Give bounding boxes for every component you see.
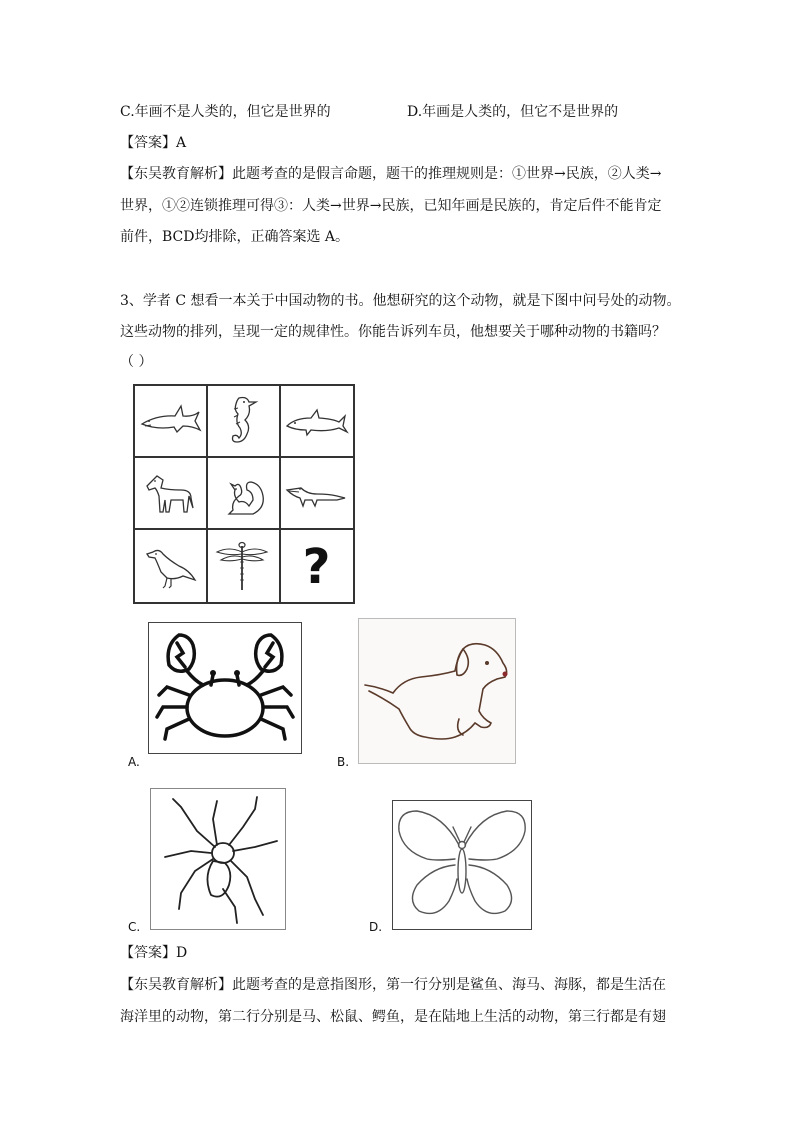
question-3-blank: （ ） — [120, 354, 153, 370]
explanation-1-line-1: 【东吴教育解析】此题考查的是假言命题，题干的推理规则是：①世界→民族，②人类→ — [120, 166, 662, 182]
explanation-1-line-2: 世界，①②连锁推理可得③：人类→世界→民族，已知年画是民族的，肯定后件不能肯定 — [120, 198, 662, 214]
butterfly-icon — [393, 801, 530, 928]
shark-icon — [137, 388, 208, 458]
option-a-image[interactable] — [148, 622, 302, 754]
option-a-label: A. — [128, 755, 140, 769]
crab-icon — [149, 623, 300, 752]
puzzle-grid — [133, 384, 355, 604]
option-d-label: D. — [369, 920, 383, 934]
crocodile-icon — [281, 460, 352, 530]
horse-icon — [137, 460, 208, 530]
option-c-image[interactable] — [150, 788, 286, 930]
question-3-line-1: 3、学者 C 想看一本关于中国动物的书。他想研究的这个动物，就是下图中问号处的动物。 — [120, 293, 681, 309]
bird-icon — [137, 532, 208, 602]
spider-icon — [151, 789, 284, 928]
question-3-line-2: 这些动物的排列，呈现一定的规律性。你能告诉列车员，他想要关于哪种动物的书籍吗？ — [120, 324, 666, 340]
seahorse-icon — [209, 388, 280, 458]
explanation-2-line-2: 海洋里的动物，第二行分别是马、松鼠、鳄鱼，是在陆地上生活的动物，第三行都是有翅 — [120, 1009, 666, 1025]
dolphin-icon — [281, 388, 352, 458]
answer-1: 【答案】A — [120, 135, 187, 151]
answer-2: 【答案】D — [120, 945, 188, 961]
option-b-image[interactable] — [358, 618, 516, 764]
dragonfly-icon — [209, 532, 280, 602]
question-mark: ? — [302, 539, 331, 595]
option-c-text: C.年画不是人类的，但它是世界的 — [120, 104, 331, 120]
option-b-label: B. — [337, 755, 350, 769]
option-d-image[interactable] — [392, 800, 532, 930]
option-d-text: D.年画是人类的，但它不是世界的 — [407, 104, 619, 120]
dog-icon — [359, 619, 514, 762]
explanation-1-line-3: 前件，BCD均排除，正确答案选 A。 — [120, 229, 350, 245]
squirrel-icon — [209, 460, 280, 530]
option-c-label: C. — [128, 920, 141, 934]
explanation-2-line-1: 【东吴教育解析】此题考查的是意指图形，第一行分别是鲨鱼、海马、海豚，都是生活在 — [120, 977, 666, 993]
